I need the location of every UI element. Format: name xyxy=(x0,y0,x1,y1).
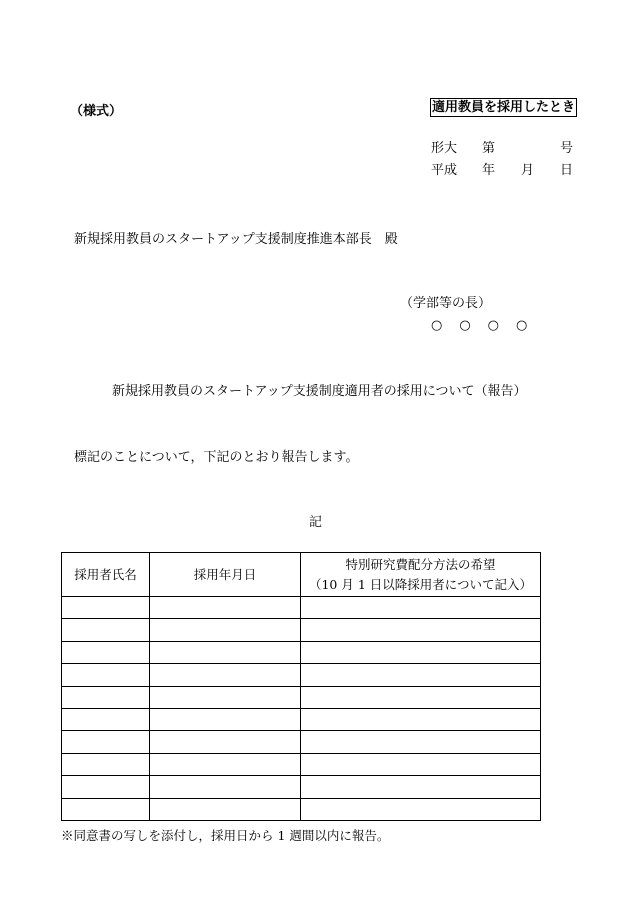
method-cell xyxy=(301,686,541,708)
sender-title: （学部等の長） xyxy=(400,296,492,311)
name-cell xyxy=(62,753,150,775)
date-cell xyxy=(150,619,301,641)
table-row xyxy=(62,686,541,708)
report-table xyxy=(61,552,541,821)
sender-name: ○ ○ ○ ○ xyxy=(431,318,530,333)
name-cell xyxy=(62,708,150,730)
col-header-date: 採用年月日 xyxy=(150,553,301,597)
table-row xyxy=(62,619,541,641)
body-text: 標記のことについて，下記のとおり報告します。 xyxy=(74,450,359,465)
table-header-row xyxy=(62,553,541,597)
method-cell xyxy=(301,641,541,663)
method-cell xyxy=(301,619,541,641)
name-cell xyxy=(62,798,150,820)
table-body xyxy=(62,597,541,821)
date-cell xyxy=(150,597,301,619)
name-cell xyxy=(62,731,150,753)
method-cell xyxy=(301,776,541,798)
col-header-name: 採用者氏名 xyxy=(62,553,150,597)
col-header-method xyxy=(301,553,541,597)
date-cell xyxy=(150,798,301,820)
method-cell xyxy=(301,664,541,686)
case-label-box: 適用教員を採用したとき xyxy=(432,100,576,115)
col-header-method-line1: 特別研究費配分方法の希望 xyxy=(345,556,496,572)
addressee: 新規採用教員のスタートアップ支援制度推進本部長 殿 xyxy=(74,232,398,247)
name-cell xyxy=(62,619,150,641)
date-cell xyxy=(150,664,301,686)
doc-prefix: 形大 xyxy=(431,141,458,156)
date-cell xyxy=(150,708,301,730)
col-header-method-line2: （10 月 1 日以降採用者について記入） xyxy=(308,576,533,592)
subject-line: 新規採用教員のスタートアップ支援制度適用者の採用について（報告） xyxy=(112,384,527,399)
table-row xyxy=(62,664,541,686)
date-cell xyxy=(150,686,301,708)
table-row xyxy=(62,776,541,798)
table-row xyxy=(62,798,541,820)
doc-year: 年 xyxy=(482,163,496,178)
table-row xyxy=(62,753,541,775)
table-row xyxy=(62,708,541,730)
doc-go: 号 xyxy=(560,141,574,156)
doc-era: 平成 xyxy=(431,163,458,178)
table-row xyxy=(62,641,541,663)
form-label: （様式） xyxy=(70,104,123,119)
name-cell xyxy=(62,641,150,663)
method-cell xyxy=(301,597,541,619)
footnote: ※同意書の写しを添付し，採用日から 1 週間以内に報告。 xyxy=(61,828,390,843)
method-cell xyxy=(301,731,541,753)
method-cell xyxy=(301,798,541,820)
table-row xyxy=(62,597,541,619)
date-cell xyxy=(150,731,301,753)
name-cell xyxy=(62,686,150,708)
table-row xyxy=(62,731,541,753)
name-cell xyxy=(62,597,150,619)
date-cell xyxy=(150,641,301,663)
doc-month: 月 xyxy=(521,163,535,178)
doc-dai: 第 xyxy=(482,141,496,156)
name-cell xyxy=(62,776,150,798)
name-cell xyxy=(62,664,150,686)
ki-heading: 記 xyxy=(309,515,323,530)
date-cell xyxy=(150,776,301,798)
method-cell xyxy=(301,753,541,775)
document-number-block xyxy=(431,137,573,181)
date-cell xyxy=(150,753,301,775)
doc-day: 日 xyxy=(560,163,574,178)
method-cell xyxy=(301,708,541,730)
